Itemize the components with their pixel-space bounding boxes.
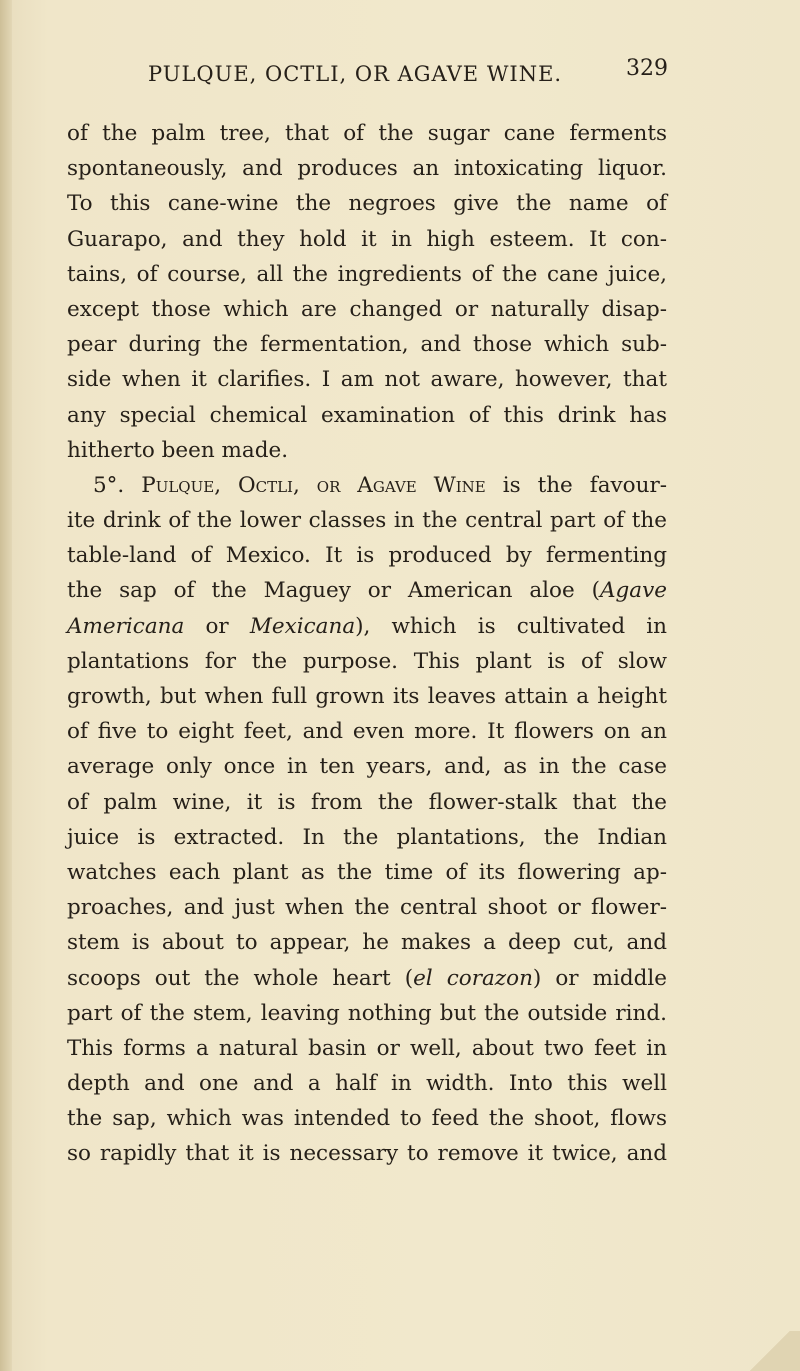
text-line: Guarapo, and they hold it in high esteem. It con-: [67, 226, 667, 252]
text-line: stem is about to appear, he makes a deep cut, and: [67, 930, 667, 956]
running-head: [148, 56, 668, 94]
text-line: hitherto been made.: [67, 437, 289, 463]
text-line: [67, 961, 667, 996]
italic-term: Mexicana: [249, 613, 356, 639]
text-line: proaches, and just when the central shoot or flower-: [67, 895, 667, 921]
text-line: average only once in ten years, and, as in the case: [67, 754, 667, 780]
text-line: except those which are changed or naturally disap-: [67, 296, 667, 322]
section-heading: Pulque, Octli, or Agave Wine: [141, 472, 486, 498]
text-span: ) or middle: [532, 965, 667, 991]
text-line: side when it clarifies. I am not aware, however, that: [67, 367, 667, 393]
text-line: of palm wine, it is from the flower-stalk that the: [67, 789, 667, 815]
text-line: growth, but when full grown its leaves attain a height: [67, 684, 667, 709]
text-span: ), which is cultivated in: [355, 613, 668, 639]
text-line: table-land of Mexico. It is produced by fermenting: [67, 543, 667, 569]
text-line: juice is extracted. In the plantations, the Indian: [67, 824, 667, 850]
section-number: 5°.: [93, 472, 125, 498]
text-line: This forms a natural basin or well, about two feet in: [67, 1035, 667, 1061]
text-line: of five to eight feet, and even more. It flowers on an: [67, 719, 667, 745]
text-line: spontaneously, and produces an intoxicating liquor.: [67, 156, 667, 182]
text-span: is the favour-: [485, 472, 667, 498]
italic-term: el corazon: [413, 965, 533, 991]
page-gutter: [0, 0, 12, 1371]
text-line: pear during the fermentation, and those which sub-: [67, 332, 667, 358]
italic-term: Americana: [67, 613, 185, 639]
text-span: the sap of the Maguey or American aloe (: [67, 578, 601, 604]
text-line: the sap, which was intended to feed the shoot, flows: [67, 1106, 667, 1132]
running-head-title: PULQUE, OCTLI, OR AGAVE WINE.: [148, 62, 563, 86]
text-line: tains, of course, all the ingredients of the cane juice,: [67, 261, 667, 287]
body-text: [67, 116, 667, 1172]
text-line: part of the stem, leaving nothing but the outside rind.: [67, 1000, 667, 1026]
text-line: depth and one and a half in width. Into this well: [67, 1071, 667, 1097]
text-line: any special chemical examination of this drink has: [67, 402, 667, 428]
page-number: 329: [626, 56, 668, 81]
italic-term: Agave: [600, 578, 667, 604]
text-line: [67, 609, 667, 644]
text-span: scoops out the whole heart (: [67, 965, 414, 991]
text-line: [67, 573, 667, 608]
page-corner: [740, 1331, 800, 1371]
section-heading-line: [67, 468, 667, 503]
text-line: so rapidly that it is necessary to remove it twice, and: [67, 1141, 667, 1167]
text-line: of the palm tree, that of the sugar cane ferments: [67, 121, 667, 146]
text-line: watches each plant as the time of its flowering ap-: [67, 859, 667, 885]
text-line: To this cane-wine the negroes give the name of: [67, 191, 667, 217]
text-line: ite drink of the lower classes in the central part of the: [67, 508, 667, 534]
text-span: or: [184, 613, 250, 639]
text-line: plantations for the purpose. This plant is of slow: [67, 648, 667, 674]
